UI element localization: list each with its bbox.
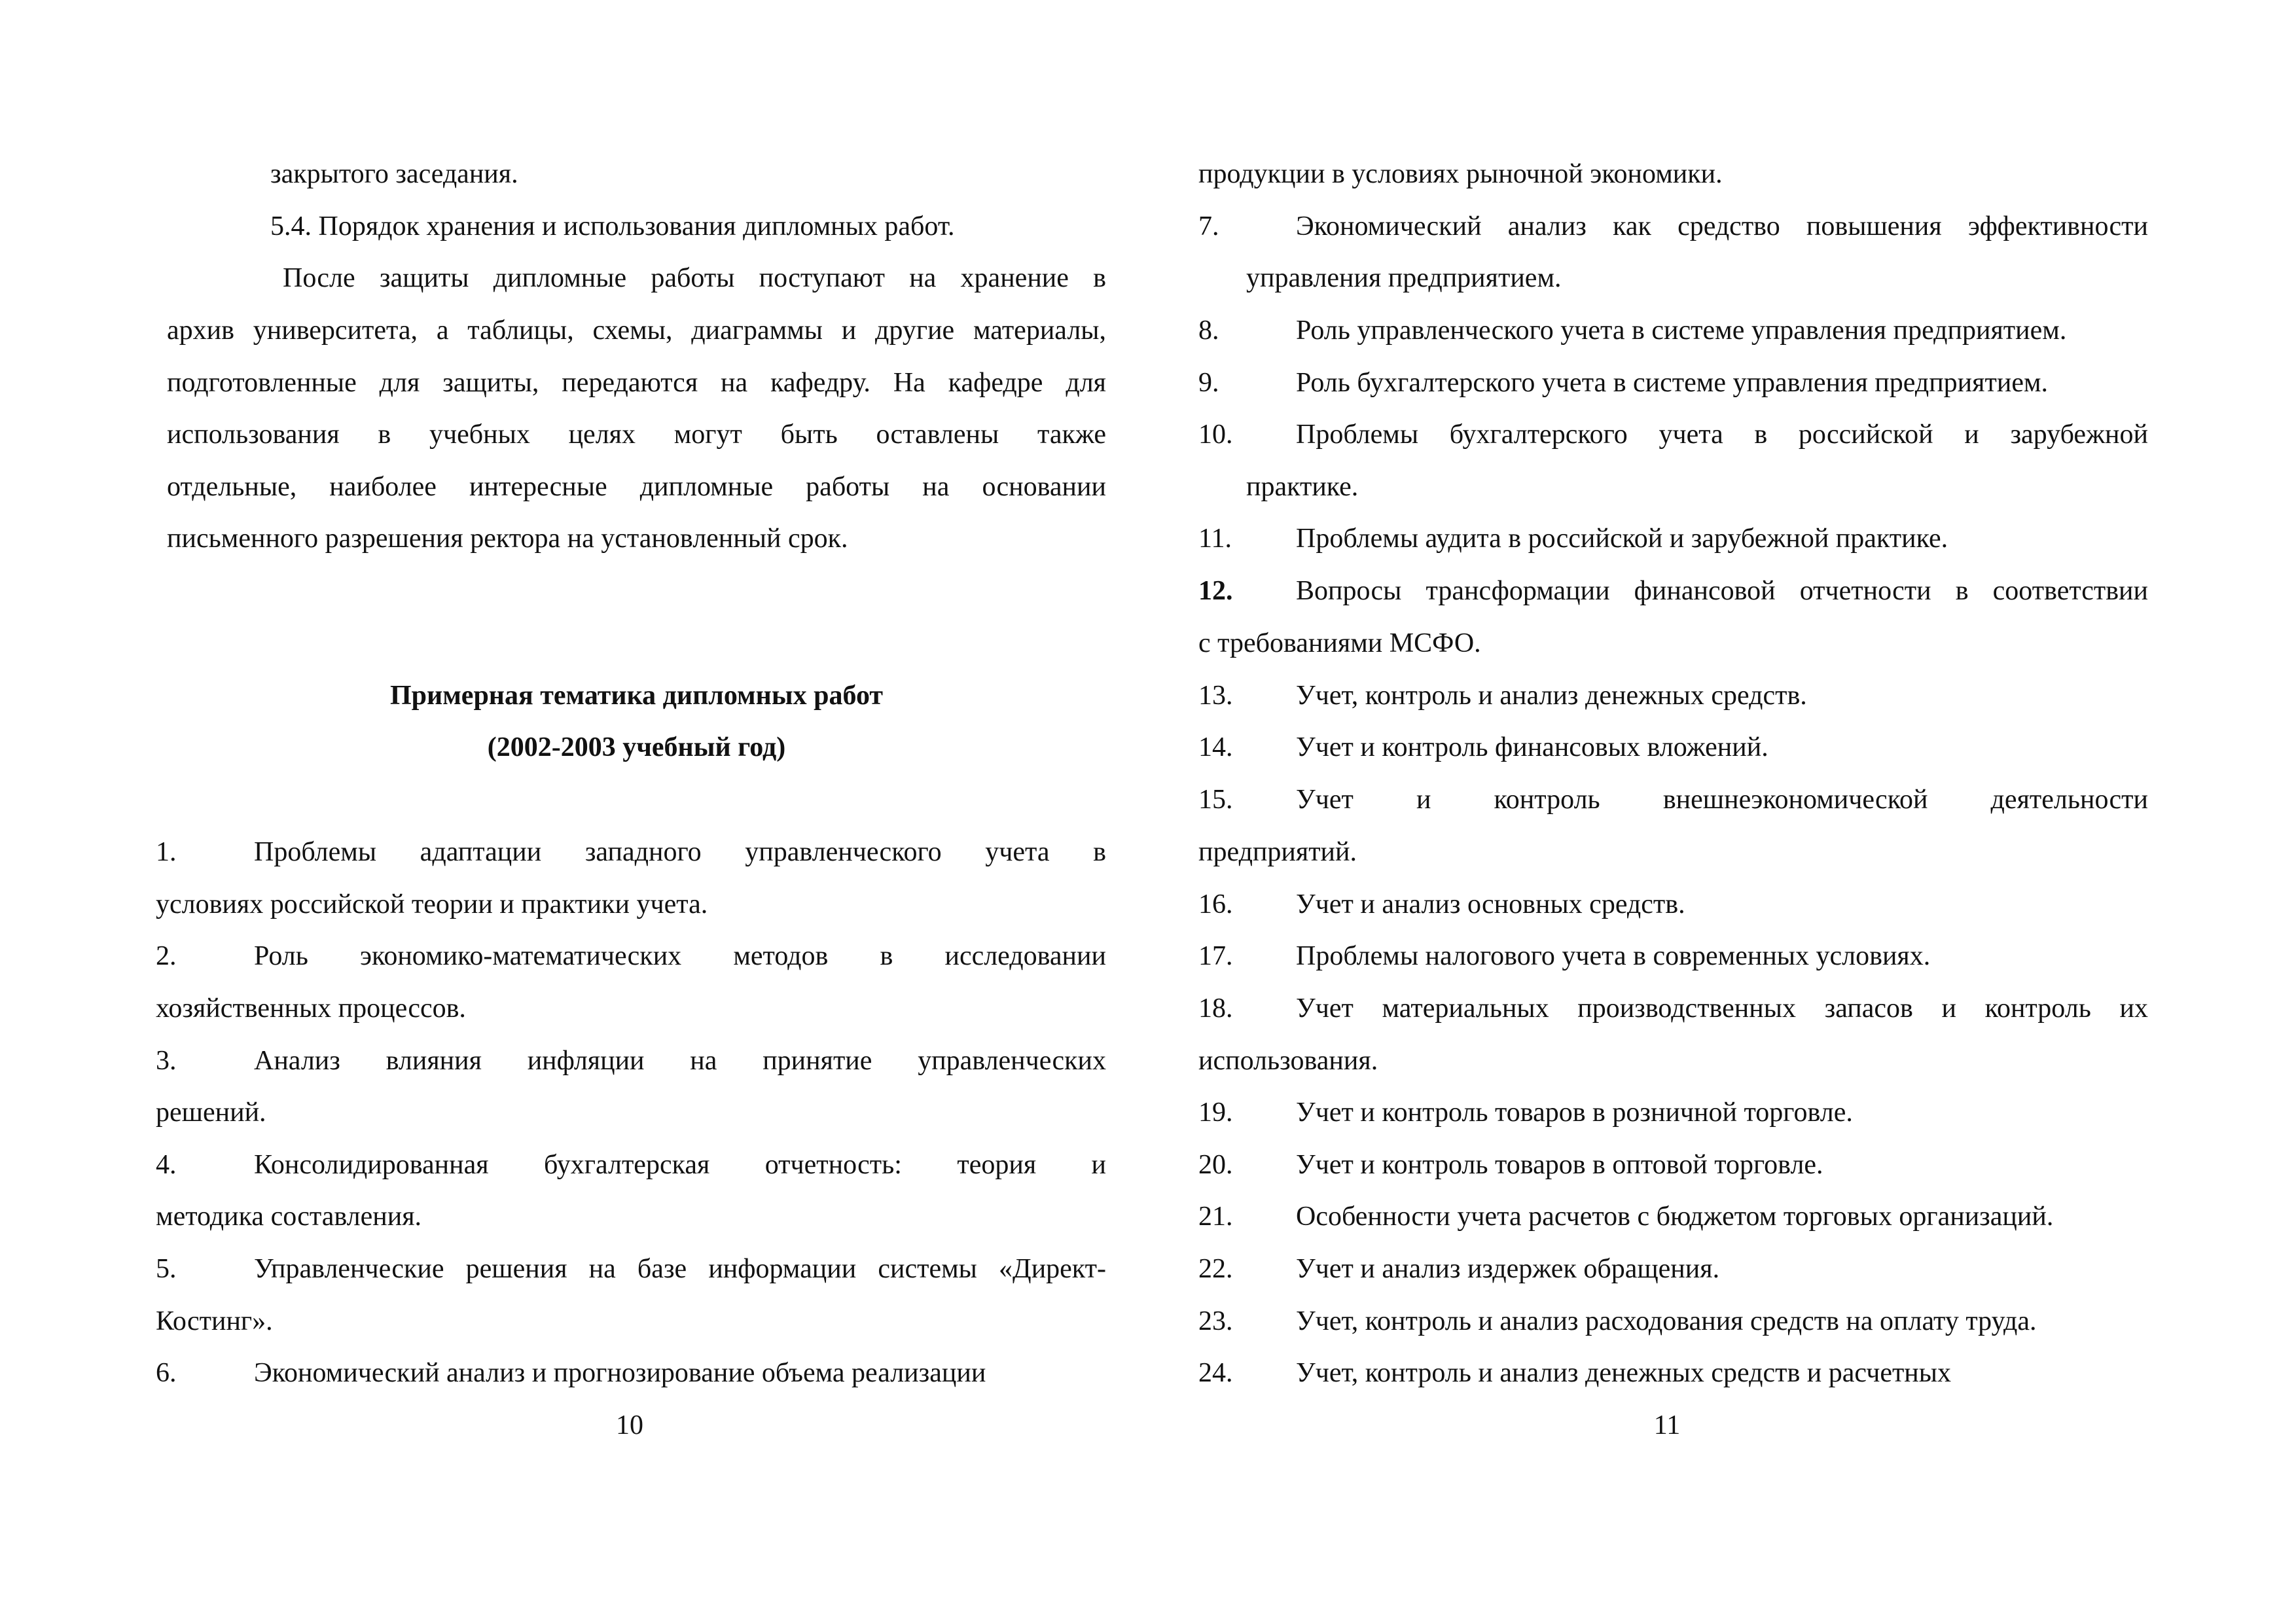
page-number: 11 <box>1653 1410 1681 1440</box>
item-number: 3. <box>156 1046 177 1076</box>
item-text: Проблемы аудита в российской и зарубежной практике. <box>1296 524 1948 554</box>
item-text: Экономический анализ и прогнозирование объема реализации <box>254 1358 986 1388</box>
item-text: Проблемы адаптации западного управленческого учета в <box>254 837 1106 867</box>
right-page <box>1148 0 2296 1623</box>
item-number: 14. <box>1198 732 1233 762</box>
page-number: 10 <box>616 1410 643 1440</box>
item-text-cont: решений. <box>156 1097 266 1128</box>
item-number: 11. <box>1198 524 1232 554</box>
item-text: Учет и анализ издержек обращения. <box>1296 1254 1720 1284</box>
item-text: Консолидированная бухгалтерская отчетность: теория и <box>254 1150 1106 1180</box>
paragraph-line: архив университета, а таблицы, схемы, диаграммы и другие материалы, <box>167 315 1106 346</box>
item-number: 24. <box>1198 1358 1233 1388</box>
paragraph-line: письменного разрешения ректора на установленный срок. <box>167 524 848 554</box>
item-text: Анализ влияния инфляции на принятие управленческих <box>254 1046 1106 1076</box>
item-number: 5. <box>156 1254 177 1284</box>
item-text-cont: предприятий. <box>1198 837 1357 867</box>
item-number: 10. <box>1198 419 1233 450</box>
item-number: 8. <box>1198 315 1219 346</box>
item-text-cont: управления предприятием. <box>1246 263 1562 293</box>
item-number: 15. <box>1198 785 1233 815</box>
item-text-cont: с требованиями МСФО. <box>1198 628 1481 658</box>
item-text-cont: хозяйственных процессов. <box>156 993 466 1024</box>
item-number: 20. <box>1198 1150 1233 1180</box>
item-text: Учет, контроль и анализ расходования средств на оплату труда. <box>1296 1306 2037 1336</box>
item-text-cont: Костинг». <box>156 1306 273 1336</box>
item-text: Роль экономико-математических методов в исследовании <box>254 941 1106 971</box>
item-text: Проблемы бухгалтерского учета в российской и зарубежной <box>1296 419 2148 450</box>
item-text-cont: практике. <box>1246 472 1359 502</box>
item-text: Учет, контроль и анализ денежных средств и расчетных <box>1296 1358 1952 1388</box>
topics-title: Примерная тематика дипломных работ <box>389 681 884 711</box>
item-text: Учет, контроль и анализ денежных средств. <box>1296 681 1807 711</box>
item-text: Учет и контроль товаров в розничной торговле. <box>1296 1097 1853 1128</box>
item-text: Управленческие решения на базе информации системы «Директ- <box>254 1254 1106 1284</box>
item-number: 4. <box>156 1150 177 1180</box>
item-number: 21. <box>1198 1202 1233 1232</box>
paragraph-line: После защиты дипломные работы поступают на хранение в <box>283 263 1106 293</box>
paragraph-line: использования в учебных целях могут быть оставлены также <box>167 419 1106 450</box>
item-text: Особенности учета расчетов с бюджетом торговых организаций. <box>1296 1202 2054 1232</box>
item-number: 19. <box>1198 1097 1233 1128</box>
item-number: 6. <box>156 1358 177 1388</box>
item-text: Учет и контроль внешнеэкономической деятельности <box>1296 785 2148 815</box>
paragraph-line: отдельные, наиболее интересные дипломные работы на основании <box>167 472 1106 502</box>
item-text: Проблемы налогового учета в современных условиях. <box>1296 941 1931 971</box>
item-text: Учет и контроль финансовых вложений. <box>1296 732 1768 762</box>
closing-line: закрытого заседания. <box>270 159 518 189</box>
item-number: 17. <box>1198 941 1233 971</box>
item-text: Учет и контроль товаров в оптовой торговле. <box>1296 1150 1823 1180</box>
item-number: 9. <box>1198 368 1219 398</box>
item-number: 1. <box>156 837 177 867</box>
item-text: Экономический анализ как средство повышения эффективности <box>1296 211 2148 241</box>
continuation-line: продукции в условиях рыночной экономики. <box>1198 159 1723 189</box>
item-text-cont: использования. <box>1198 1046 1378 1076</box>
item-text: Роль бухгалтерского учета в системе управления предприятием. <box>1296 368 2049 398</box>
paragraph-line: подготовленные для защиты, передаются на кафедру. На кафедре для <box>167 368 1106 398</box>
section-heading: 5.4. Порядок хранения и использования дипломных работ. <box>270 211 955 241</box>
item-number: 13. <box>1198 681 1233 711</box>
item-text: Учет материальных производственных запасов и контроль их <box>1296 993 2148 1024</box>
item-number: 16. <box>1198 889 1233 919</box>
item-number: 18. <box>1198 993 1233 1024</box>
topics-year: (2002-2003 учебный год) <box>487 732 786 762</box>
item-number: 23. <box>1198 1306 1233 1336</box>
item-text: Учет и анализ основных средств. <box>1296 889 1685 919</box>
item-text-cont: методика составления. <box>156 1202 422 1232</box>
item-number: 2. <box>156 941 177 971</box>
item-text: Роль управленческого учета в системе управления предприятием. <box>1296 315 2067 346</box>
item-number: 22. <box>1198 1254 1233 1284</box>
item-number: 12. <box>1198 576 1233 606</box>
item-text: Вопросы трансформации финансовой отчетности в соответствии <box>1296 576 2148 606</box>
item-text-cont: условиях российской теории и практики учета. <box>156 889 708 919</box>
item-number: 7. <box>1198 211 1219 241</box>
